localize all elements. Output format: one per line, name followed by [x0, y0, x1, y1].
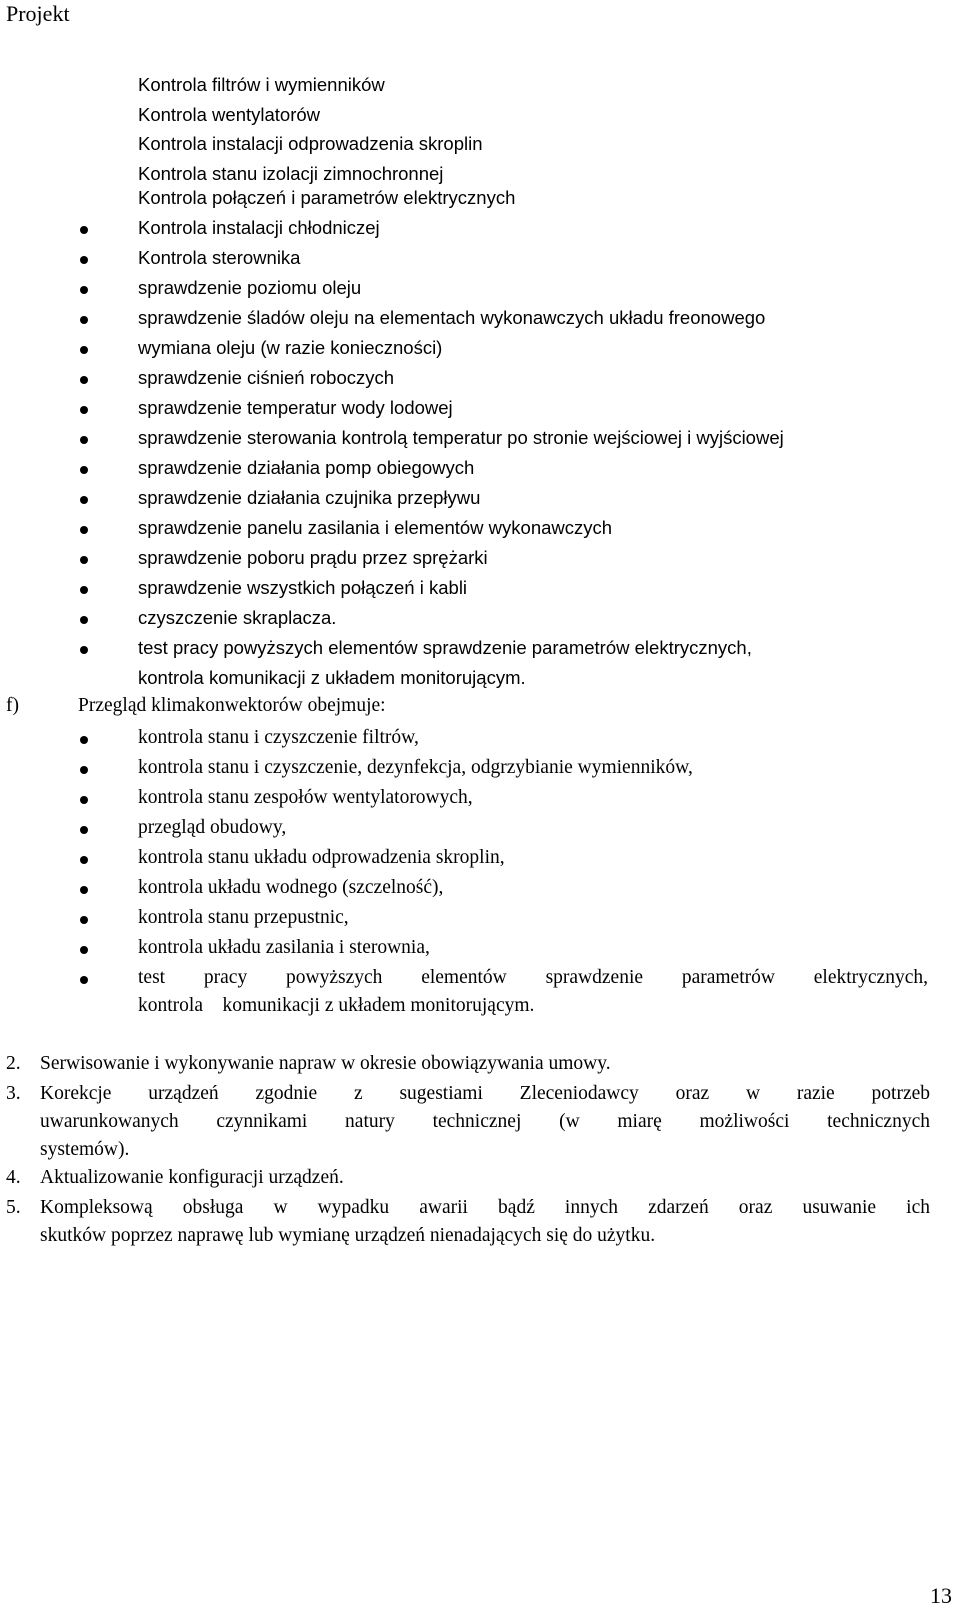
- list-item: sprawdzenie działania pomp obiegowych: [138, 457, 475, 478]
- bullet-icon: [80, 526, 88, 534]
- list-item: sprawdzenie sterowania kontrolą temperatur po stronie wejściowej i wyjściowej: [138, 427, 784, 448]
- item-number: 5.: [6, 1197, 21, 1218]
- list-item: sprawdzenie ciśnień roboczych: [138, 367, 395, 388]
- list-item: test pracy powyższych elementów sprawdzenie parametrów elektrycznych,: [138, 637, 752, 658]
- list-item: Kontrola wentylatorów: [138, 104, 321, 125]
- list-item: Kontrola połączeń i parametrów elektrycznych: [138, 187, 516, 208]
- list-item: test pracy powyższych elementów sprawdzenie parametrów elektrycznych,: [138, 967, 928, 988]
- list-item: Kontrola stanu izolacji zimnochronnej: [138, 163, 444, 184]
- page-number: 13: [930, 1583, 952, 1608]
- bullet-icon: [80, 286, 88, 294]
- bullet-icon: [80, 496, 88, 504]
- list-item: Kontrola sterownika: [138, 247, 301, 268]
- list-item: kontrola stanu przepustnic,: [138, 907, 349, 928]
- bullet-icon: [80, 736, 88, 744]
- numbered-item-line: Serwisowanie i wykonywanie napraw w okresie obowiązywania umowy.: [40, 1053, 611, 1074]
- numbered-item-line: Korekcje urządzeń zgodnie z sugestiami Zleceniodawcy oraz w razie potrzeb: [40, 1083, 930, 1104]
- bullet-icon: [80, 946, 88, 954]
- list-item: kontrola układu wodnego (szczelność),: [138, 877, 444, 898]
- bullet-icon: [80, 766, 88, 774]
- item-number: 4.: [6, 1167, 21, 1188]
- bullet-icon: [80, 436, 88, 444]
- list-item: sprawdzenie działania czujnika przepływu: [138, 487, 481, 508]
- list-item: kontrola stanu układu odprowadzenia skroplin,: [138, 847, 505, 868]
- list-item: Kontrola instalacji odprowadzenia skroplin: [138, 133, 483, 154]
- item-number: 2.: [6, 1053, 21, 1074]
- bullet-icon: [80, 796, 88, 804]
- numbered-item-line: uwarunkowanych czynnikami natury technicznej (w miarę możliwości technicznych: [40, 1111, 930, 1132]
- bullet-icon: [80, 466, 88, 474]
- bullet-icon: [80, 616, 88, 624]
- bullet-icon: [80, 556, 88, 564]
- bullet-icon: [80, 316, 88, 324]
- bullet-icon: [80, 226, 88, 234]
- numbered-item-line: Kompleksową obsługa w wypadku awarii bądź innych zdarzeń oraz usuwanie ich: [40, 1197, 930, 1218]
- numbered-item-line: Aktualizowanie konfiguracji urządzeń.: [40, 1167, 344, 1188]
- list-item: kontrola stanu zespołów wentylatorowych,: [138, 787, 473, 808]
- list-item: sprawdzenie panelu zasilania i elementów wykonawczych: [138, 517, 613, 538]
- list-item: sprawdzenie wszystkich połączeń i kabli: [138, 577, 468, 598]
- bullet-icon: [80, 856, 88, 864]
- list-item: sprawdzenie poboru prądu przez sprężarki: [138, 547, 488, 568]
- section-title: Przegląd klimakonwektorów obejmuje:: [78, 695, 386, 716]
- bullet-icon: [80, 826, 88, 834]
- page-header-title: Projekt: [6, 1, 70, 26]
- bullet-icon: [80, 916, 88, 924]
- numbered-item-line: systemów).: [40, 1139, 130, 1160]
- bullet-icon: [80, 256, 88, 264]
- list-item: przegląd obudowy,: [138, 817, 287, 838]
- bullet-icon: [80, 586, 88, 594]
- numbered-item-line: skutków poprzez naprawę lub wymianę urządzeń nienadających się do użytku.: [40, 1225, 656, 1246]
- bullet-icon: [80, 406, 88, 414]
- bullet-icon: [80, 976, 88, 984]
- bullet-icon: [80, 376, 88, 384]
- bullet-icon: [80, 346, 88, 354]
- item-number: 3.: [6, 1083, 21, 1104]
- list-item: kontrola stanu i czyszczenie, dezynfekcja, odgrzybianie wymienników,: [138, 757, 693, 778]
- list-item-continuation: kontrola komunikacji z układem monitorującym.: [138, 667, 526, 688]
- list-item-continuation: kontrola komunikacji z układem monitorującym.: [138, 995, 535, 1016]
- list-item: sprawdzenie śladów oleju na elementach wykonawczych układu freonowego: [138, 307, 766, 328]
- list-item: czyszczenie skraplacza.: [138, 607, 337, 628]
- list-item: sprawdzenie temperatur wody lodowej: [138, 397, 453, 418]
- list-item: kontrola układu zasilania i sterownia,: [138, 937, 430, 958]
- list-item: kontrola stanu i czyszczenie filtrów,: [138, 727, 419, 748]
- bullet-icon: [80, 646, 88, 654]
- section-marker: f): [6, 695, 19, 716]
- list-item: Kontrola instalacji chłodniczej: [138, 217, 380, 238]
- bullet-icon: [80, 886, 88, 894]
- list-item: wymiana oleju (w razie konieczności): [138, 337, 443, 358]
- list-item: Kontrola filtrów i wymienników: [138, 74, 385, 95]
- list-item: sprawdzenie poziomu oleju: [138, 277, 362, 298]
